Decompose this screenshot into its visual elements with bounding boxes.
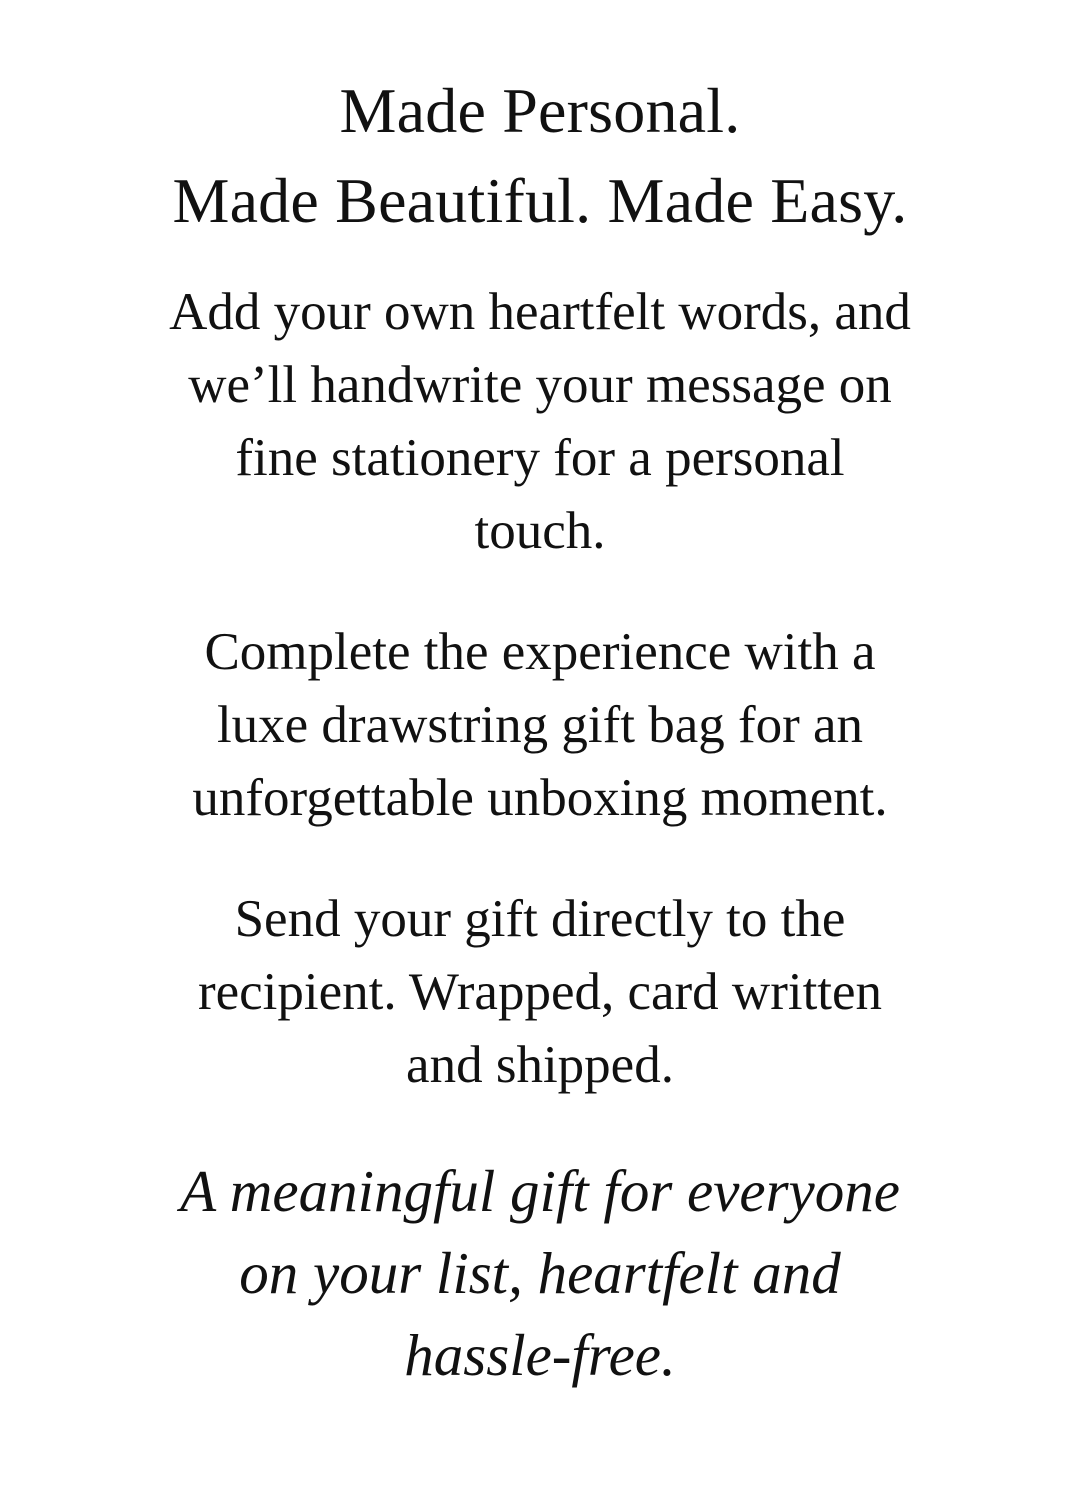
paragraph-line: fine stationery for a personal — [235, 429, 845, 487]
tagline-line: hassle-free. — [404, 1322, 676, 1388]
paragraph-line: Add your own heartfelt words, and — [169, 283, 911, 341]
gift-bag-paragraph — [40, 616, 1040, 835]
shipping-paragraph — [40, 883, 1040, 1102]
paragraph-line: touch. — [474, 502, 606, 560]
paragraph-line: unforgettable unboxing moment. — [192, 769, 888, 827]
headline-line: Made Beautiful. Made Easy. — [172, 165, 908, 236]
paragraph-line: recipient. Wrapped, card written — [197, 963, 883, 1021]
closing-tagline — [40, 1150, 1040, 1396]
paragraph-line: Send your gift directly to the — [234, 890, 846, 948]
personal-message-paragraph — [40, 276, 1040, 568]
page-headline — [40, 66, 1040, 246]
tagline-line: A meaningful gift for everyone — [180, 1158, 900, 1224]
paragraph-line: we’ll handwrite your message on — [188, 356, 892, 414]
paragraph-line: luxe drawstring gift bag for an — [216, 696, 864, 754]
paragraph-line: Complete the experience with a — [204, 623, 876, 681]
headline-line: Made Personal. — [339, 75, 741, 146]
paragraph-line: and shipped. — [406, 1036, 674, 1094]
tagline-line: on your list, heartfelt and — [239, 1240, 841, 1306]
